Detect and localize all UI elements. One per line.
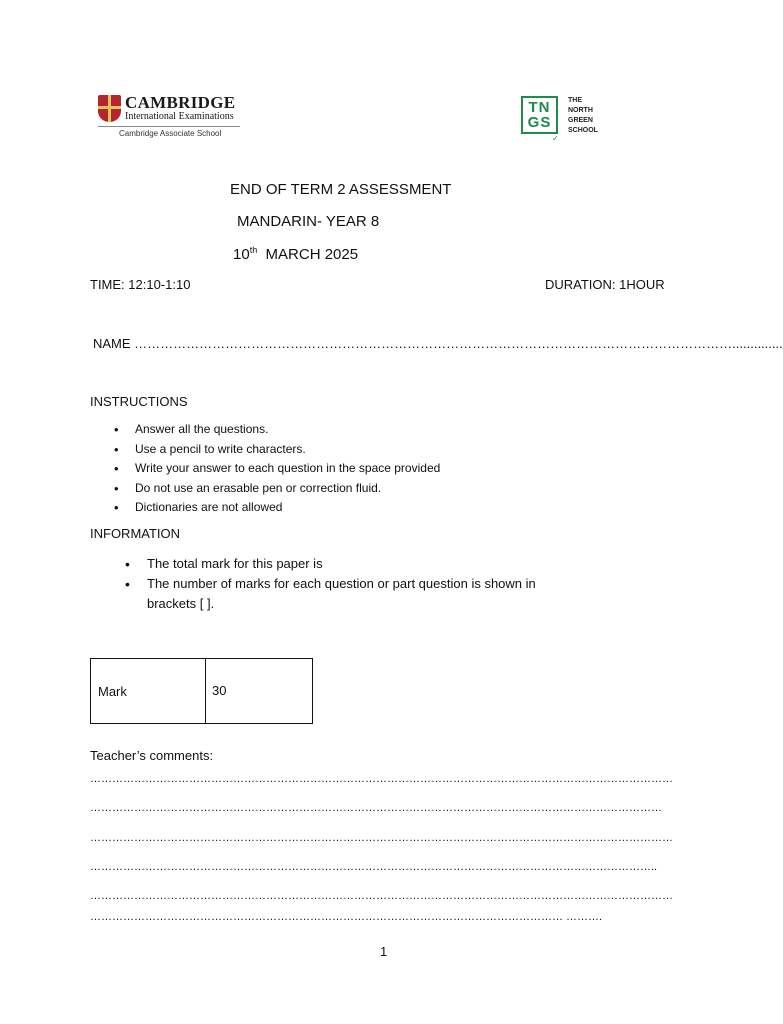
cambridge-logo <box>98 93 243 143</box>
exam-date <box>233 245 358 263</box>
comment-line: …………………………………………………………………………………………………………………………………………… <box>90 773 673 785</box>
instructions-list <box>90 420 440 518</box>
cambridge-logo-name: CAMBRIDGE <box>125 93 236 112</box>
tngs-monogram <box>521 96 558 134</box>
list-item: • Write your answer to each question in the space provided <box>90 459 440 479</box>
table-row <box>91 659 313 724</box>
teacher-comments-heading: Teacher’s comments: <box>90 748 214 763</box>
page-number: 1 <box>380 944 388 959</box>
list-item: • Use a pencil to write characters. <box>90 440 440 460</box>
list-item: • The total mark for this paper is <box>90 554 570 574</box>
exam-subject: MANDARIN- YEAR 8 <box>237 213 380 230</box>
comment-line: …………………………………………………………………………………………………………………………………………… <box>90 890 673 902</box>
date-day: 10 <box>233 246 250 263</box>
tngs-word: THE <box>568 97 582 104</box>
comment-line: ……………………………………………………………………………………………………………………………………….. <box>90 861 658 873</box>
date-rest: MARCH 2025 <box>265 246 359 263</box>
information-heading: INFORMATION <box>90 526 181 541</box>
list-item: • Dictionaries are not allowed <box>90 498 440 518</box>
tngs-logo <box>521 96 611 142</box>
list-item: • The number of marks for each question or part question is shown in brackets [ ]. <box>90 574 570 614</box>
information-list <box>90 554 570 614</box>
mark-value: 30 <box>206 659 313 724</box>
exam-title: END OF TERM 2 ASSESSMENT <box>230 181 452 198</box>
list-item: • Answer all the questions. <box>90 420 440 440</box>
cambridge-logo-school: Cambridge Associate School <box>119 129 222 138</box>
comment-line: …………………………………………………………………………………………………………………………………………… <box>90 832 673 844</box>
date-suffix: th <box>249 245 258 255</box>
mark-table <box>90 658 313 724</box>
tngs-letters-top: TN <box>528 99 551 116</box>
tngs-word: GREEN <box>568 117 593 124</box>
tngs-word: SCHOOL <box>568 127 598 134</box>
tngs-word: NORTH <box>568 107 593 114</box>
cambridge-logo-rule <box>98 126 240 127</box>
comment-line: ………………………………………………………………………………………………………………………………………… <box>90 802 662 814</box>
name-field-line: NAME ………………………………………………………………………………………………………………………….............. <box>93 336 783 351</box>
cambridge-logo-subtitle: International Examinations <box>125 111 234 122</box>
tngs-logo-words <box>568 96 598 136</box>
list-item: • Do not use an erasable pen or correction fluid. <box>90 479 440 499</box>
comment-line: ………………………………………………………………………………………………………………… ………. <box>90 911 603 923</box>
cambridge-shield-icon <box>98 95 121 122</box>
tngs-check-icon: ✓ <box>552 134 559 143</box>
exam-duration: DURATION: 1HOUR <box>545 277 665 292</box>
instructions-heading: INSTRUCTIONS <box>90 394 188 409</box>
tngs-letters-bottom: GS <box>527 114 552 131</box>
exam-time: TIME: 12:10-1:10 <box>90 277 191 292</box>
mark-label: Mark <box>91 659 206 724</box>
